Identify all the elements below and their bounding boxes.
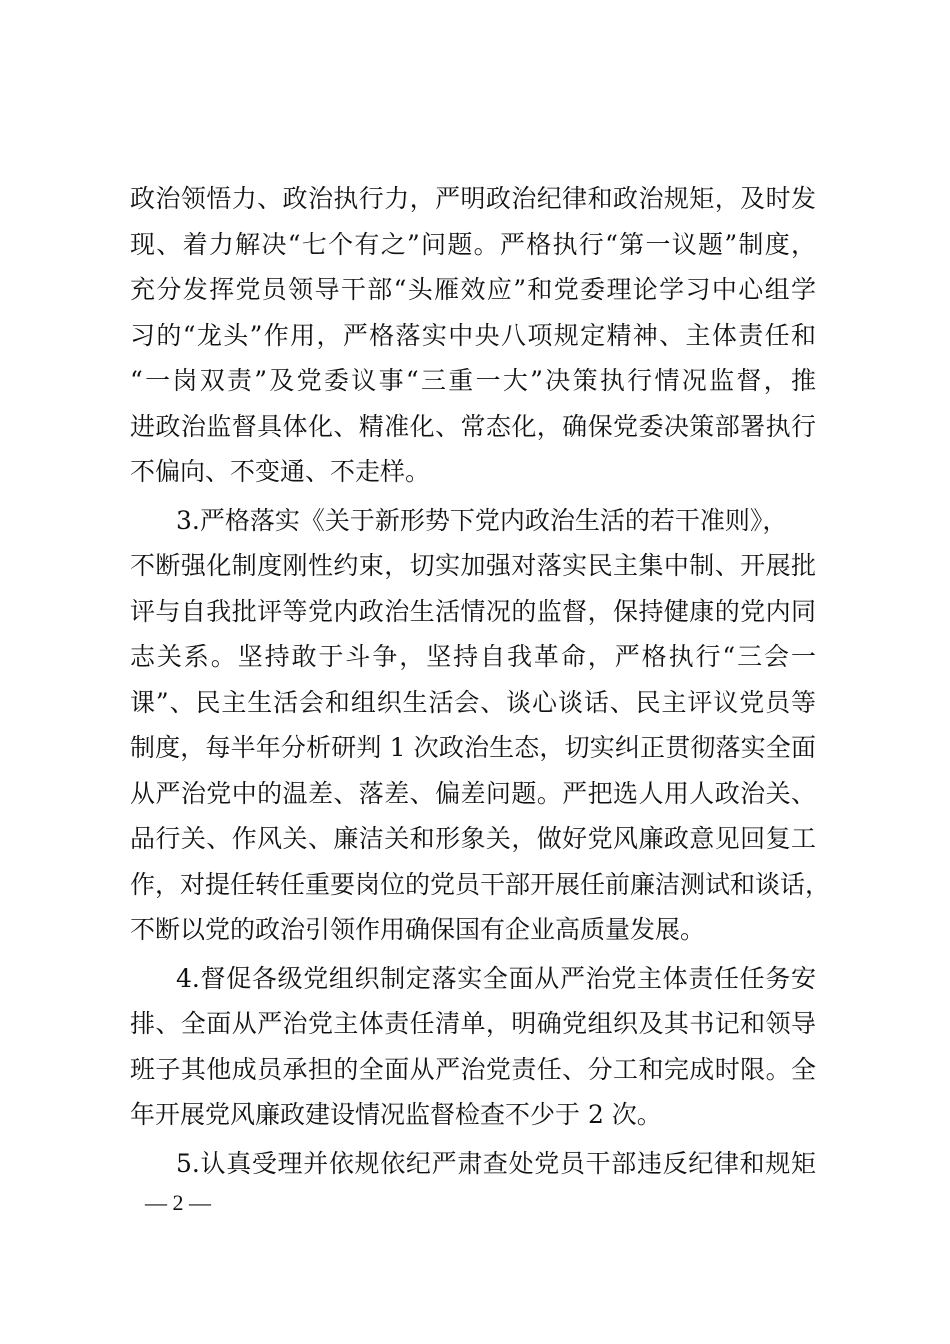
text-line: 不偏向、不变通、不走样。 [130, 457, 431, 486]
paragraph-item-3 [130, 498, 831, 953]
text-line: 志关系。坚持敢于斗争，坚持自我革命，严格执行“三会一 [130, 642, 816, 671]
text-line: 5.认真受理并依规依纪严肃查处党员干部违反纪律和规矩 [176, 1148, 816, 1178]
text-line: 年开展党风廉政建设情况监督检查不少于 2 次。 [130, 1100, 662, 1129]
document-body [130, 176, 831, 1186]
text-line: 制度，每半年分析研判 1 次政治生态，切实纠正贯彻落实全面 [130, 733, 816, 762]
paragraph-continuation [130, 176, 816, 495]
text-line: 从严治党中的温差、落差、偏差问题。严把选人用人政治关、 [130, 778, 816, 808]
text-line: 习的“龙头”作用，严格落实中央八项规定精神、主体责任和 [130, 320, 816, 350]
text-line: 评与自我批评等党内政治生活情况的监督，保持健康的党内同 [130, 596, 816, 626]
page-number: — 2 — [145, 1190, 211, 1215]
text-line: 排、全面从严治党主体责任清单，明确党组织及其书记和领导 [130, 1009, 816, 1038]
text-line: 充分发挥党员领导干部“头雁效应”和党委理论学习中心组学 [130, 275, 816, 304]
text-line: 政治领悟力、政治执行力，严明政治纪律和政治规矩，及时发 [130, 184, 816, 213]
text-line: 作，对提任转任重要岗位的党员干部开展任前廉洁测试和谈话， [130, 869, 831, 899]
text-line: 3.严格落实《关于新形势下党内政治生活的若干准则》， [176, 505, 788, 535]
paragraph-item-4 [130, 956, 816, 1138]
text-line: 班子其他成员承担的全面从严治党责任、分工和完成时限。全 [130, 1054, 816, 1084]
paragraph-item-5 [130, 1141, 816, 1187]
text-line: “一岗双责”及党委议事“三重一大”决策执行情况监督，推 [130, 366, 816, 395]
text-line: 不断强化制度刚性约束，切实加强对落实民主集中制、开展批 [130, 551, 816, 580]
text-line: 品行关、作风关、廉洁关和形象关，做好党风廉政意见回复工 [130, 824, 816, 853]
text-line: 进政治监督具体化、精准化、常态化，确保党委决策部署执行 [130, 411, 816, 441]
text-line: 不断以党的政治引领作用确保国有企业高质量发展。 [130, 915, 706, 944]
text-line: 课”、民主生活会和组织生活会、谈心谈话、民主评议党员等 [130, 687, 816, 717]
text-line: 现、着力解决“七个有之”问题。严格执行“第一议题”制度， [130, 229, 816, 259]
text-line: 4.督促各级党组织制定落实全面从严治党主体责任任务安 [176, 963, 816, 993]
